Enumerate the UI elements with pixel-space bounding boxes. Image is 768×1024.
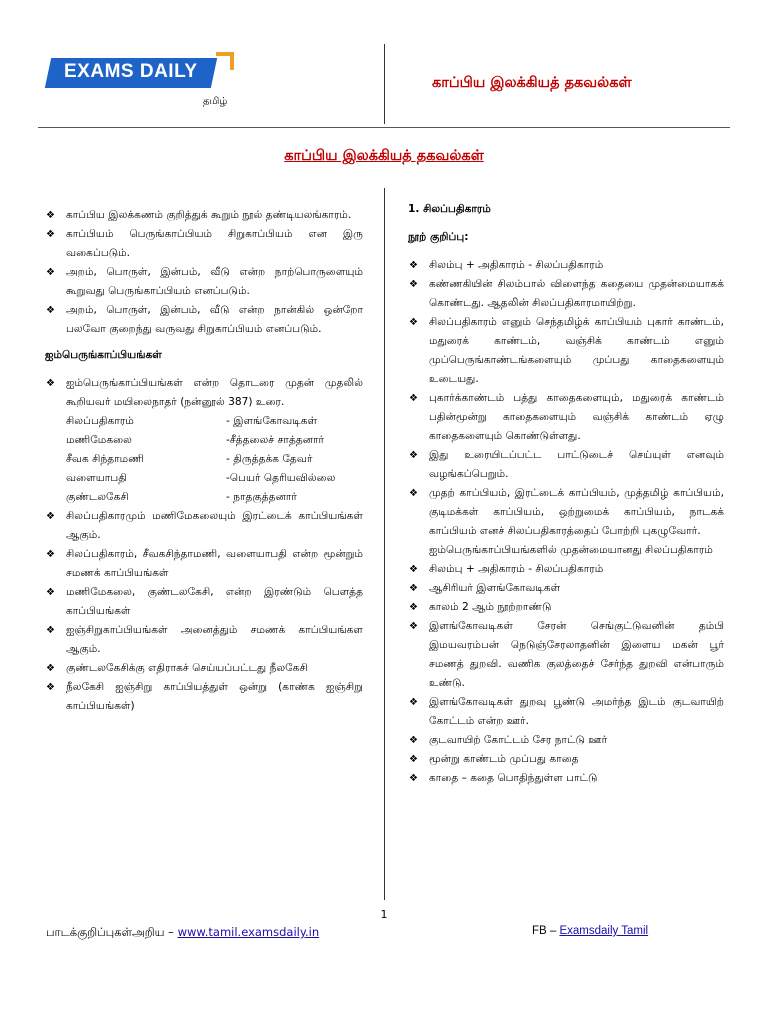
diamond-bullet-icon: ❖ — [409, 260, 418, 271]
diamond-bullet-icon: ❖ — [409, 279, 418, 290]
list-item: ❖ இது உரையிடப்பட்ட பாட்டுடைச் செய்யுள் எனவும் வழங்கப்பெறும். — [408, 446, 724, 484]
epic-author-row: சிலப்பதிகாரம் - இளங்கோவடிகள் — [66, 415, 318, 427]
paragraph: ஐம்பெருங்காப்பியங்களில் முதன்மையானது சிலப்பதிகாரம் — [429, 544, 713, 556]
epic-author-row: மணிமேகலை -சீத்தலைச் சாத்தனார் — [66, 434, 325, 446]
diamond-bullet-icon: ❖ — [46, 229, 55, 240]
list-item: ❖ சிலப்பதிகாரமும் மணிமேகலையும் இரட்டைக் காப்பியங்கள் ஆகும். — [45, 507, 363, 545]
list-item: ❖ காலம் 2 ஆம் நூற்றாண்டு — [408, 598, 724, 617]
footer-left — [46, 925, 319, 941]
diamond-bullet-icon: ❖ — [409, 621, 418, 632]
list-item: ❖ ஐஞ்சிறுகாப்பியங்கள் அனைத்தும் சமணக் காப்பியங்கள ஆகும். — [45, 621, 363, 659]
list-item: ❖ அறம், பொருள், இன்பம், வீடு என்ற நான்கில் ஒன்றோ பலவோ குறைந்து வருவது சிறுகாப்பியம் எனப்படும். — [45, 301, 363, 339]
diamond-bullet-icon: ❖ — [46, 267, 55, 278]
list-item: ❖ இளங்கோவடிகள் துறவு பூண்டு அமர்ந்த இடம் குடவாயிற் கோட்டம் என்ற ஊர். — [408, 693, 724, 731]
exams-daily-logo — [48, 52, 230, 92]
header-rule — [38, 127, 730, 128]
page-title: காப்பிய இலக்கியத் தகவல்கள் — [284, 148, 484, 164]
diamond-bullet-icon: ❖ — [409, 754, 418, 765]
diamond-bullet-icon: ❖ — [46, 210, 55, 221]
diamond-bullet-icon: ❖ — [46, 549, 55, 560]
list-item: ❖ சிலம்பு + அதிகாரம் - சிலப்பதிகாரம் — [408, 256, 724, 275]
header-title: காப்பிய இலக்கியத் தகவல்கள் — [432, 75, 632, 91]
list-item: ❖ சிலம்பு + அதிகாரம் - சிலப்பதிகாரம் — [408, 560, 724, 579]
diamond-bullet-icon: ❖ — [409, 393, 418, 404]
diamond-bullet-icon: ❖ — [409, 564, 418, 575]
website-link[interactable]: www.tamil.examsdaily.in — [177, 925, 320, 939]
list-item: ❖ ஐம்பெருங்காப்பியங்கள் என்ற தொடரை முதன் முதலில் கூறியவர் மயிலைநாதர் (நன்னூல் 387) உரை. — [45, 374, 363, 412]
subsection-heading: நூற் குறிப்பு: — [408, 231, 469, 243]
list-item: ❖ சிலப்பதிகாரம் எனும் செந்தமிழ்க் காப்பியம் புகார் காண்டம், மதுரைக் காண்டம், வஞ்சிக் காண்டம் எனும் முப்பெருங்காண்டங்களையும் முப்பது காதைகளையும் உடையது. — [408, 313, 724, 389]
list-item: ❖ சிலப்பதிகாரம், சீவகசிந்தாமணி, வளையாபதி என்ற மூன்றும் சமணக் காப்பியங்கள் — [45, 545, 363, 583]
left-column — [45, 206, 363, 716]
epic-author-row: குண்டலகேசி - நாதகுத்தனார் — [66, 491, 297, 503]
diamond-bullet-icon: ❖ — [46, 663, 55, 674]
header-divider — [384, 44, 385, 124]
list-item: ❖ மூன்று காண்டம் முப்பது காதை — [408, 750, 724, 769]
diamond-bullet-icon: ❖ — [409, 773, 418, 784]
facebook-link[interactable]: Examsdaily Tamil — [559, 925, 649, 937]
page-number: 1 — [380, 908, 388, 921]
diamond-bullet-icon: ❖ — [46, 305, 55, 316]
section-number-title: 1. சிலப்பதிகாரம் — [408, 203, 491, 215]
list-item: ❖ புகார்க்காண்டம் பத்து காதைகளையும், மதுரைக் காண்டம் பதின்மூன்று காதைகளையும் வஞ்சிக் காண்டம் ஏழு காதைகளையும் கொண்டுள்ளது. — [408, 389, 724, 446]
footer-label: பாடக்குறிப்புகள்அறிய – — [46, 925, 178, 939]
diamond-bullet-icon: ❖ — [409, 583, 418, 594]
diamond-bullet-icon: ❖ — [409, 450, 418, 461]
right-column — [408, 196, 724, 788]
list-item: ❖ குடவாயிற் கோட்டம் சேர நாட்டு ஊர் — [408, 731, 724, 750]
diamond-bullet-icon: ❖ — [46, 378, 55, 389]
logo-text: EXAMS DAILY — [64, 61, 198, 82]
list-item: ❖ காதை – கதை பொதிந்துள்ள பாட்டு — [408, 769, 724, 788]
list-item: ❖ ஆசிரியர் இளங்கோவடிகள் — [408, 579, 724, 598]
diamond-bullet-icon: ❖ — [46, 682, 55, 693]
list-item: ❖ குண்டலகேசிக்கு எதிராகச் செய்யப்பட்டது நீலகேசி — [45, 659, 363, 678]
list-item: ❖ முதற் காப்பியம், இரட்டைக் காப்பியம், முத்தமிழ் காப்பியம், குடிமக்கள் காப்பியம், ஒற்றுமைக் காப்பியம், நாடகக் காப்பியம் எனச் சிலப்பதிகாரத்தைப் போற்றி புகழுவோர். — [408, 484, 724, 541]
section-heading: ஐம்பெருங்காப்பியங்கள் — [45, 349, 162, 361]
list-item: ❖ காப்பியம் பெருங்காப்பியம் சிறுகாப்பியம் என இரு வகைப்படும். — [45, 225, 363, 263]
list-item: ❖ மணிமேகலை, குண்டலகேசி, என்ற இரண்டும் பௌத்த காப்பியங்கள் — [45, 583, 363, 621]
column-divider — [384, 188, 385, 900]
diamond-bullet-icon: ❖ — [409, 697, 418, 708]
list-item: ❖ நீலகேசி ஐஞ்சிறு காப்பியத்துள் ஒன்று (காண்க ஐஞ்சிறு காப்பியங்கள்) — [45, 678, 363, 716]
epic-author-row: வளையாபதி -பெயர் தெரியவில்லை — [66, 472, 336, 484]
diamond-bullet-icon: ❖ — [46, 511, 55, 522]
diamond-bullet-icon: ❖ — [46, 587, 55, 598]
diamond-bullet-icon: ❖ — [409, 735, 418, 746]
list-item: ❖ இளங்கோவடிகள் சேரன் செங்குட்டுவனின் தம்பி இமயவரம்பன் நெடுஞ்சேரலாதனின் இளைய மகன் பூர் சமணத் துறவி. வணிக குலத்தைச் சேர்ந்த துறவி என்பாரும் உண்டு. — [408, 617, 724, 693]
logo-accent-mark — [216, 52, 234, 70]
list-item: ❖ கண்ணகியின் சிலம்பால் விளைந்த கதையை முதன்மையாகக் கொண்டது. ஆதலின் சிலப்பதிகாரமாயிற்று. — [408, 275, 724, 313]
footer-fb-label: FB – — [532, 925, 560, 937]
diamond-bullet-icon: ❖ — [409, 317, 418, 328]
logo-subtitle: தமிழ் — [203, 96, 228, 107]
list-item: ❖ அறம், பொருள், இன்பம், வீடு என்ற நாற்பொருளையும் கூறுவது பெருங்காப்பியம் எனப்படும். — [45, 263, 363, 301]
diamond-bullet-icon: ❖ — [409, 602, 418, 613]
list-item: ❖ காப்பிய இலக்கணம் குறித்துக் கூறும் நூல் தண்டியலங்காரம். — [45, 206, 363, 225]
diamond-bullet-icon: ❖ — [46, 625, 55, 636]
diamond-bullet-icon: ❖ — [409, 488, 418, 499]
epic-author-row: சீவக சிந்தாமணி - திருத்தக்க தேவர் — [66, 453, 313, 465]
footer-right — [532, 925, 648, 937]
